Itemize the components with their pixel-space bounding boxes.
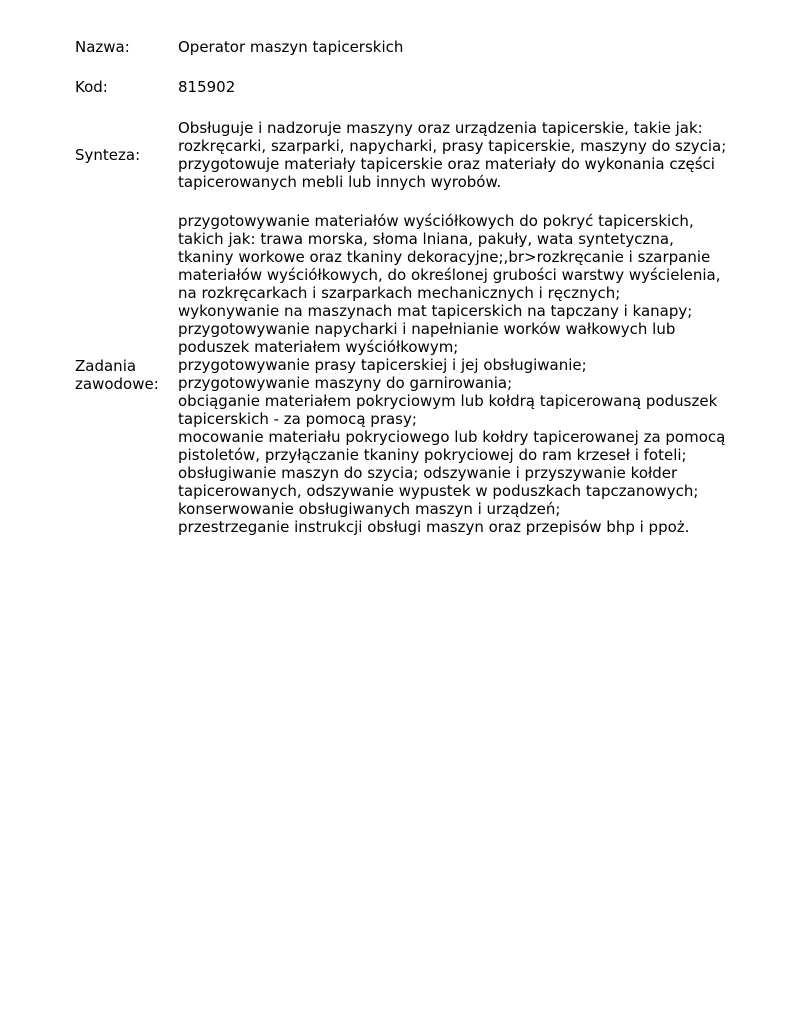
zadania-line: tapicerskich - za pomocą prasy; (178, 410, 417, 428)
zadania-line: mocowanie materiału pokryciowego lub kołdry tapicerowanej za pomocą (178, 428, 726, 446)
zadania-line: konserwowanie obsługiwanych maszyn i urządzeń; (178, 500, 561, 518)
zadania-value (178, 212, 753, 536)
kod-label: Kod: (75, 78, 108, 96)
nazwa-row (75, 38, 755, 56)
nazwa-label: Nazwa: (75, 38, 130, 56)
zadania-row (75, 212, 755, 536)
zadania-line: obsługiwanie maszyn do szycia; odszywanie i przyszywanie kołder (178, 464, 678, 482)
synteza-line: tapicerowanych mebli lub innych wyrobów. (178, 173, 502, 191)
kod-value: 815902 (178, 78, 236, 96)
zadania-line: przygotowywanie maszyny do garnirowania; (178, 374, 513, 392)
synteza-row (75, 119, 755, 191)
zadania-line: przestrzeganie instrukcji obsługi maszyn oraz przepisów bhp i ppoż. (178, 518, 690, 536)
nazwa-value: Operator maszyn tapicerskich (178, 38, 404, 56)
zadania-line: pistoletów, przyłączanie tkaniny pokryciowej do ram krzeseł i foteli; (178, 446, 687, 464)
zadania-line: przygotowywanie prasy tapicerskiej i jej obsługiwanie; (178, 356, 587, 374)
zadania-line: na rozkręcarkach i szarparkach mechanicznych i ręcznych; (178, 284, 621, 302)
zadania-line: poduszek materiałem wyściółkowym; (178, 338, 459, 356)
synteza-value (178, 119, 753, 191)
zadania-line: takich jak: trawa morska, słoma lniana, pakuły, wata syntetyczna, (178, 230, 674, 248)
zadania-label: Zadania zawodowe: (75, 357, 159, 393)
synteza-line: rozkręcarki, szarparki, napycharki, prasy tapicerskie, maszyny do szycia; (178, 137, 727, 155)
kod-row (75, 78, 755, 96)
synteza-line: przygotowuje materiały tapicerskie oraz materiały do wykonania części (178, 155, 715, 173)
zadania-line: obciąganie materiałem pokryciowym lub kołdrą tapicerowaną poduszek (178, 392, 718, 410)
zadania-line: przygotowywanie napycharki i napełnianie worków wałkowych lub (178, 320, 676, 338)
synteza-line: Obsługuje i nadzoruje maszyny oraz urządzenia tapicerskie, takie jak: (178, 119, 703, 137)
zadania-line: tkaniny workowe oraz tkaniny dekoracyjne;,br>rozkręcanie i szarpanie (178, 248, 711, 266)
synteza-label: Synteza: (75, 146, 141, 164)
zadania-line: wykonywanie na maszynach mat tapicerskich na tapczany i kanapy; (178, 302, 693, 320)
zadania-line: przygotowywanie materiałów wyściółkowych do pokryć tapicerskich, (178, 212, 694, 230)
zadania-line: tapicerowanych, odszywanie wypustek w poduszkach tapczanowych; (178, 482, 699, 500)
zadania-line: materiałów wyściółkowych, do określonej grubości warstwy wyścielenia, (178, 266, 721, 284)
